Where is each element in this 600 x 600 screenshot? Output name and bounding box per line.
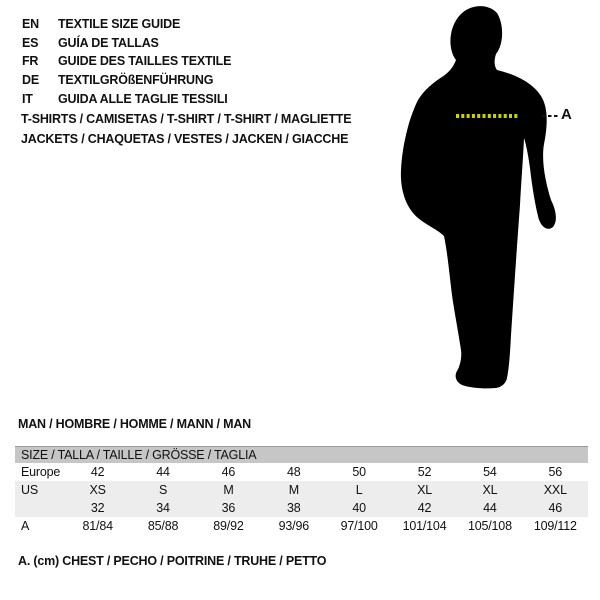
table-cell: M	[223, 483, 234, 497]
language-title: TEXTILE SIZE GUIDE	[58, 17, 181, 32]
table-cell: 32	[90, 501, 105, 515]
table-cell: 54	[483, 465, 497, 479]
language-row-es	[22, 34, 231, 53]
table-cell: 44	[156, 465, 170, 479]
table-cell: 42	[417, 501, 432, 515]
table-row-us	[15, 481, 588, 499]
table-cell: 48	[287, 465, 301, 479]
size-table	[15, 446, 588, 535]
table-cell: 89/92	[213, 519, 244, 533]
table-cell: 44	[483, 501, 497, 515]
table-cell: 46	[221, 465, 236, 479]
language-title: GUIDE DES TAILLES TEXTILE	[58, 54, 232, 69]
row-label: Europe	[21, 465, 61, 479]
row-label: US	[21, 483, 38, 497]
table-cell: 46	[548, 501, 563, 515]
table-cell: 85/88	[147, 519, 179, 533]
language-title: TEXTILGRÖßENFÜHRUNG	[58, 73, 214, 88]
table-cell: 101/104	[402, 519, 447, 533]
language-title: GUÍA DE TALLAS	[58, 35, 159, 50]
garment-categories	[21, 109, 351, 149]
table-cell: 40	[352, 501, 366, 515]
language-row-en	[22, 15, 231, 34]
table-cell: M	[288, 483, 299, 497]
language-code: FR	[22, 54, 39, 69]
table-cell: 52	[417, 465, 432, 479]
measure-label-a: A	[561, 106, 572, 123]
table-cell: 97/100	[340, 519, 378, 533]
table-cell: 93/96	[278, 519, 309, 533]
man-silhouette-svg	[390, 0, 600, 400]
language-title: GUIDA ALLE TAGLIE TESSILI	[58, 91, 228, 106]
table-cell: 36	[221, 501, 236, 515]
language-row-fr	[22, 52, 231, 71]
category-line-tshirts: T-SHIRTS / CAMISETAS / T-SHIRT / T-SHIRT / MAGLIETTE	[21, 112, 352, 126]
table-cell: 42	[90, 465, 105, 479]
table-cell: 56	[548, 465, 563, 479]
language-row-de	[22, 71, 231, 90]
category-line-jackets: JACKETS / CHAQUETAS / VESTES / JACKEN / GIACCHE	[21, 132, 349, 146]
table-cell: S	[158, 483, 168, 497]
table-cell: 50	[352, 465, 366, 479]
language-row-it	[22, 89, 231, 108]
table-cell: 105/108	[468, 519, 512, 533]
table-cell: 38	[287, 501, 301, 515]
language-code: ES	[22, 35, 39, 50]
language-code: DE	[22, 73, 39, 88]
table-cell: 34	[156, 501, 170, 515]
table-row-us-numeric	[15, 499, 588, 517]
table-cell: L	[355, 483, 363, 497]
table-cell: XL	[417, 483, 432, 497]
table-row-chest-a	[15, 517, 588, 535]
table-cell: XL	[482, 483, 498, 497]
man-silhouette-path	[401, 6, 556, 388]
table-cell: 81/84	[82, 519, 113, 533]
language-code: EN	[22, 17, 39, 32]
table-row-europe	[15, 463, 588, 481]
size-table-header-label: SIZE / TALLA / TAILLE / GRÖSSE / TAGLIA	[21, 448, 257, 462]
man-silhouette-figure	[390, 0, 600, 400]
table-cell: 109/112	[533, 519, 577, 533]
language-code: IT	[22, 91, 33, 106]
language-list	[22, 15, 231, 108]
table-cell: XS	[89, 483, 106, 497]
row-label: A	[21, 519, 30, 533]
table-cell: XXL	[543, 483, 567, 497]
section-title-man: MAN / HOMBRE / HOMME / MANN / MAN	[18, 417, 251, 431]
size-table-header	[15, 446, 588, 463]
measurement-footnote: A. (cm) CHEST / PECHO / POITRINE / TRUHE / PETTO	[18, 554, 327, 568]
